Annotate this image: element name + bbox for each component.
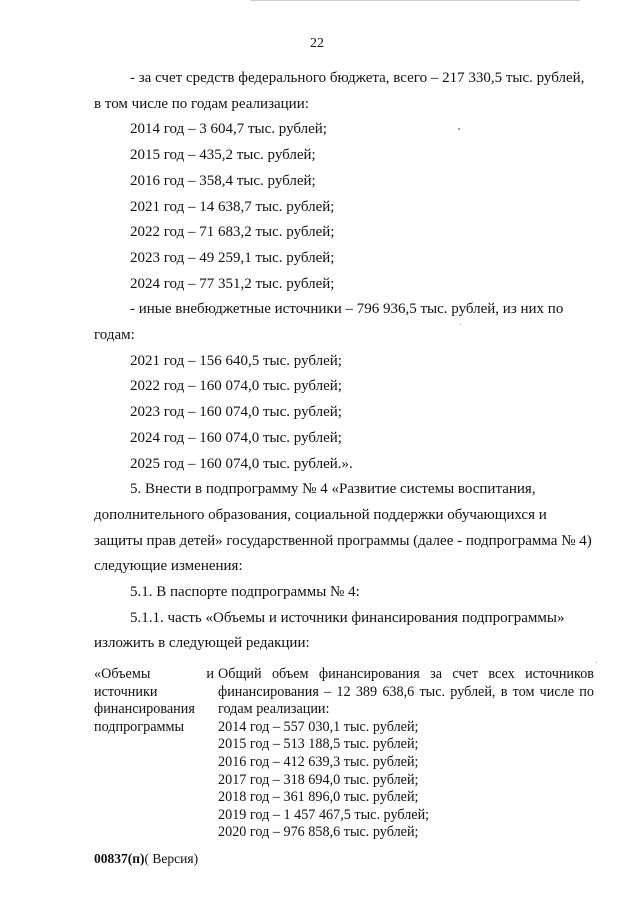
federal-budget-years-list — [94, 117, 594, 297]
document-version: ( Версия) — [144, 851, 199, 866]
list-item: 2024 год – 77 351,2 тыс. рублей; — [130, 275, 335, 292]
list-item: 2022 год – 160 074,0 тыс. рублей; — [130, 378, 342, 395]
table-value-line: Общий объем финансирования за счет всех источников — [218, 666, 594, 682]
table-value-line: финансирования – 12 389 638,6 тыс. рублей, в том числе по — [218, 683, 594, 700]
list-item: 2023 год – 49 259,1 тыс. рублей; — [130, 249, 335, 266]
table-label-line: финансирования — [94, 701, 195, 718]
item-5-paragraph — [94, 477, 594, 580]
item-5-1-paragraph: 5.1. В паспорте подпрограммы № 4: — [130, 584, 360, 601]
list-item: 2024 год – 160 074,0 тыс. рублей; — [130, 429, 342, 446]
table-year-line: 2014 год – 557 030,1 тыс. рублей; — [218, 718, 419, 735]
document-footer — [94, 851, 198, 867]
table-year-line: 2017 год – 318 694,0 тыс. рублей; — [218, 771, 419, 788]
federal-budget-intro-continued: в том числе по годам реализации: — [94, 95, 309, 112]
table-year-line: 2020 год – 976 858,6 тыс. рублей; — [218, 824, 419, 841]
table-value-line: годам реализации: — [218, 701, 330, 718]
financing-table — [94, 666, 596, 842]
list-item: 2023 год – 160 074,0 тыс. рублей; — [130, 404, 342, 421]
page-number: 22 — [310, 36, 324, 51]
item-5-1-1-line: 5.1.1. часть «Объемы и источники финансирования подпрограммы» — [130, 609, 565, 626]
scan-speck — [458, 128, 460, 130]
list-item: 2015 год – 435,2 тыс. рублей; — [130, 147, 316, 164]
table-year-line: 2019 год – 1 457 467,5 тыс. рублей; — [218, 806, 430, 823]
item-5-1-1-paragraph — [94, 606, 594, 657]
table-label-line: источники — [94, 683, 158, 700]
list-item: 2025 год – 160 074,0 тыс. рублей.». — [130, 455, 353, 472]
list-item: 2021 год – 156 640,5 тыс. рублей; — [130, 352, 342, 369]
table-year-line: 2015 год – 513 188,5 тыс. рублей; — [218, 736, 419, 753]
table-label-line: «Объемы и — [94, 666, 214, 682]
item-5-1-1-line: изложить в следующей редакции: — [94, 635, 310, 652]
other-sources-intro: - иные внебюджетные источники – 796 936,5 тыс. рублей, из них по — [130, 301, 564, 318]
document-code: 00837(п) — [94, 851, 145, 866]
item-5-line: 5. Внести в подпрограмму № 4 «Развитие системы воспитания, — [130, 481, 536, 498]
table-year-line: 2018 год – 361 896,0 тыс. рублей; — [218, 789, 419, 806]
scan-speck — [596, 662, 597, 663]
federal-budget-intro: - за счет средств федерального бюджета, всего – 217 330,5 тыс. рублей, — [130, 70, 585, 86]
list-item: 2016 год – 358,4 тыс. рублей; — [130, 172, 316, 189]
table-label-line: подпрограммы — [94, 718, 184, 735]
item-5-line: дополнительного образования, социальной поддержки обучающихся и — [94, 506, 547, 523]
scan-speck — [460, 324, 461, 325]
list-item: 2021 год – 14 638,7 тыс. рублей; — [130, 198, 335, 215]
document-body — [94, 66, 594, 657]
item-5-line: защиты прав детей» государственной программы (далее - подпрограмма № 4) — [94, 532, 592, 549]
item-5-line: следующие изменения: — [94, 558, 243, 575]
scan-edge-line — [250, 0, 580, 1]
other-sources-years-list — [94, 349, 594, 478]
list-item: 2022 год – 71 683,2 тыс. рублей; — [130, 224, 335, 241]
other-sources-intro-continued: годам: — [94, 327, 135, 344]
list-item: 2014 год – 3 604,7 тыс. рублей; — [130, 121, 327, 138]
financing-table-label-cell — [94, 666, 218, 842]
financing-table-value-cell — [218, 666, 594, 842]
table-year-line: 2016 год – 412 639,3 тыс. рублей; — [218, 753, 419, 770]
